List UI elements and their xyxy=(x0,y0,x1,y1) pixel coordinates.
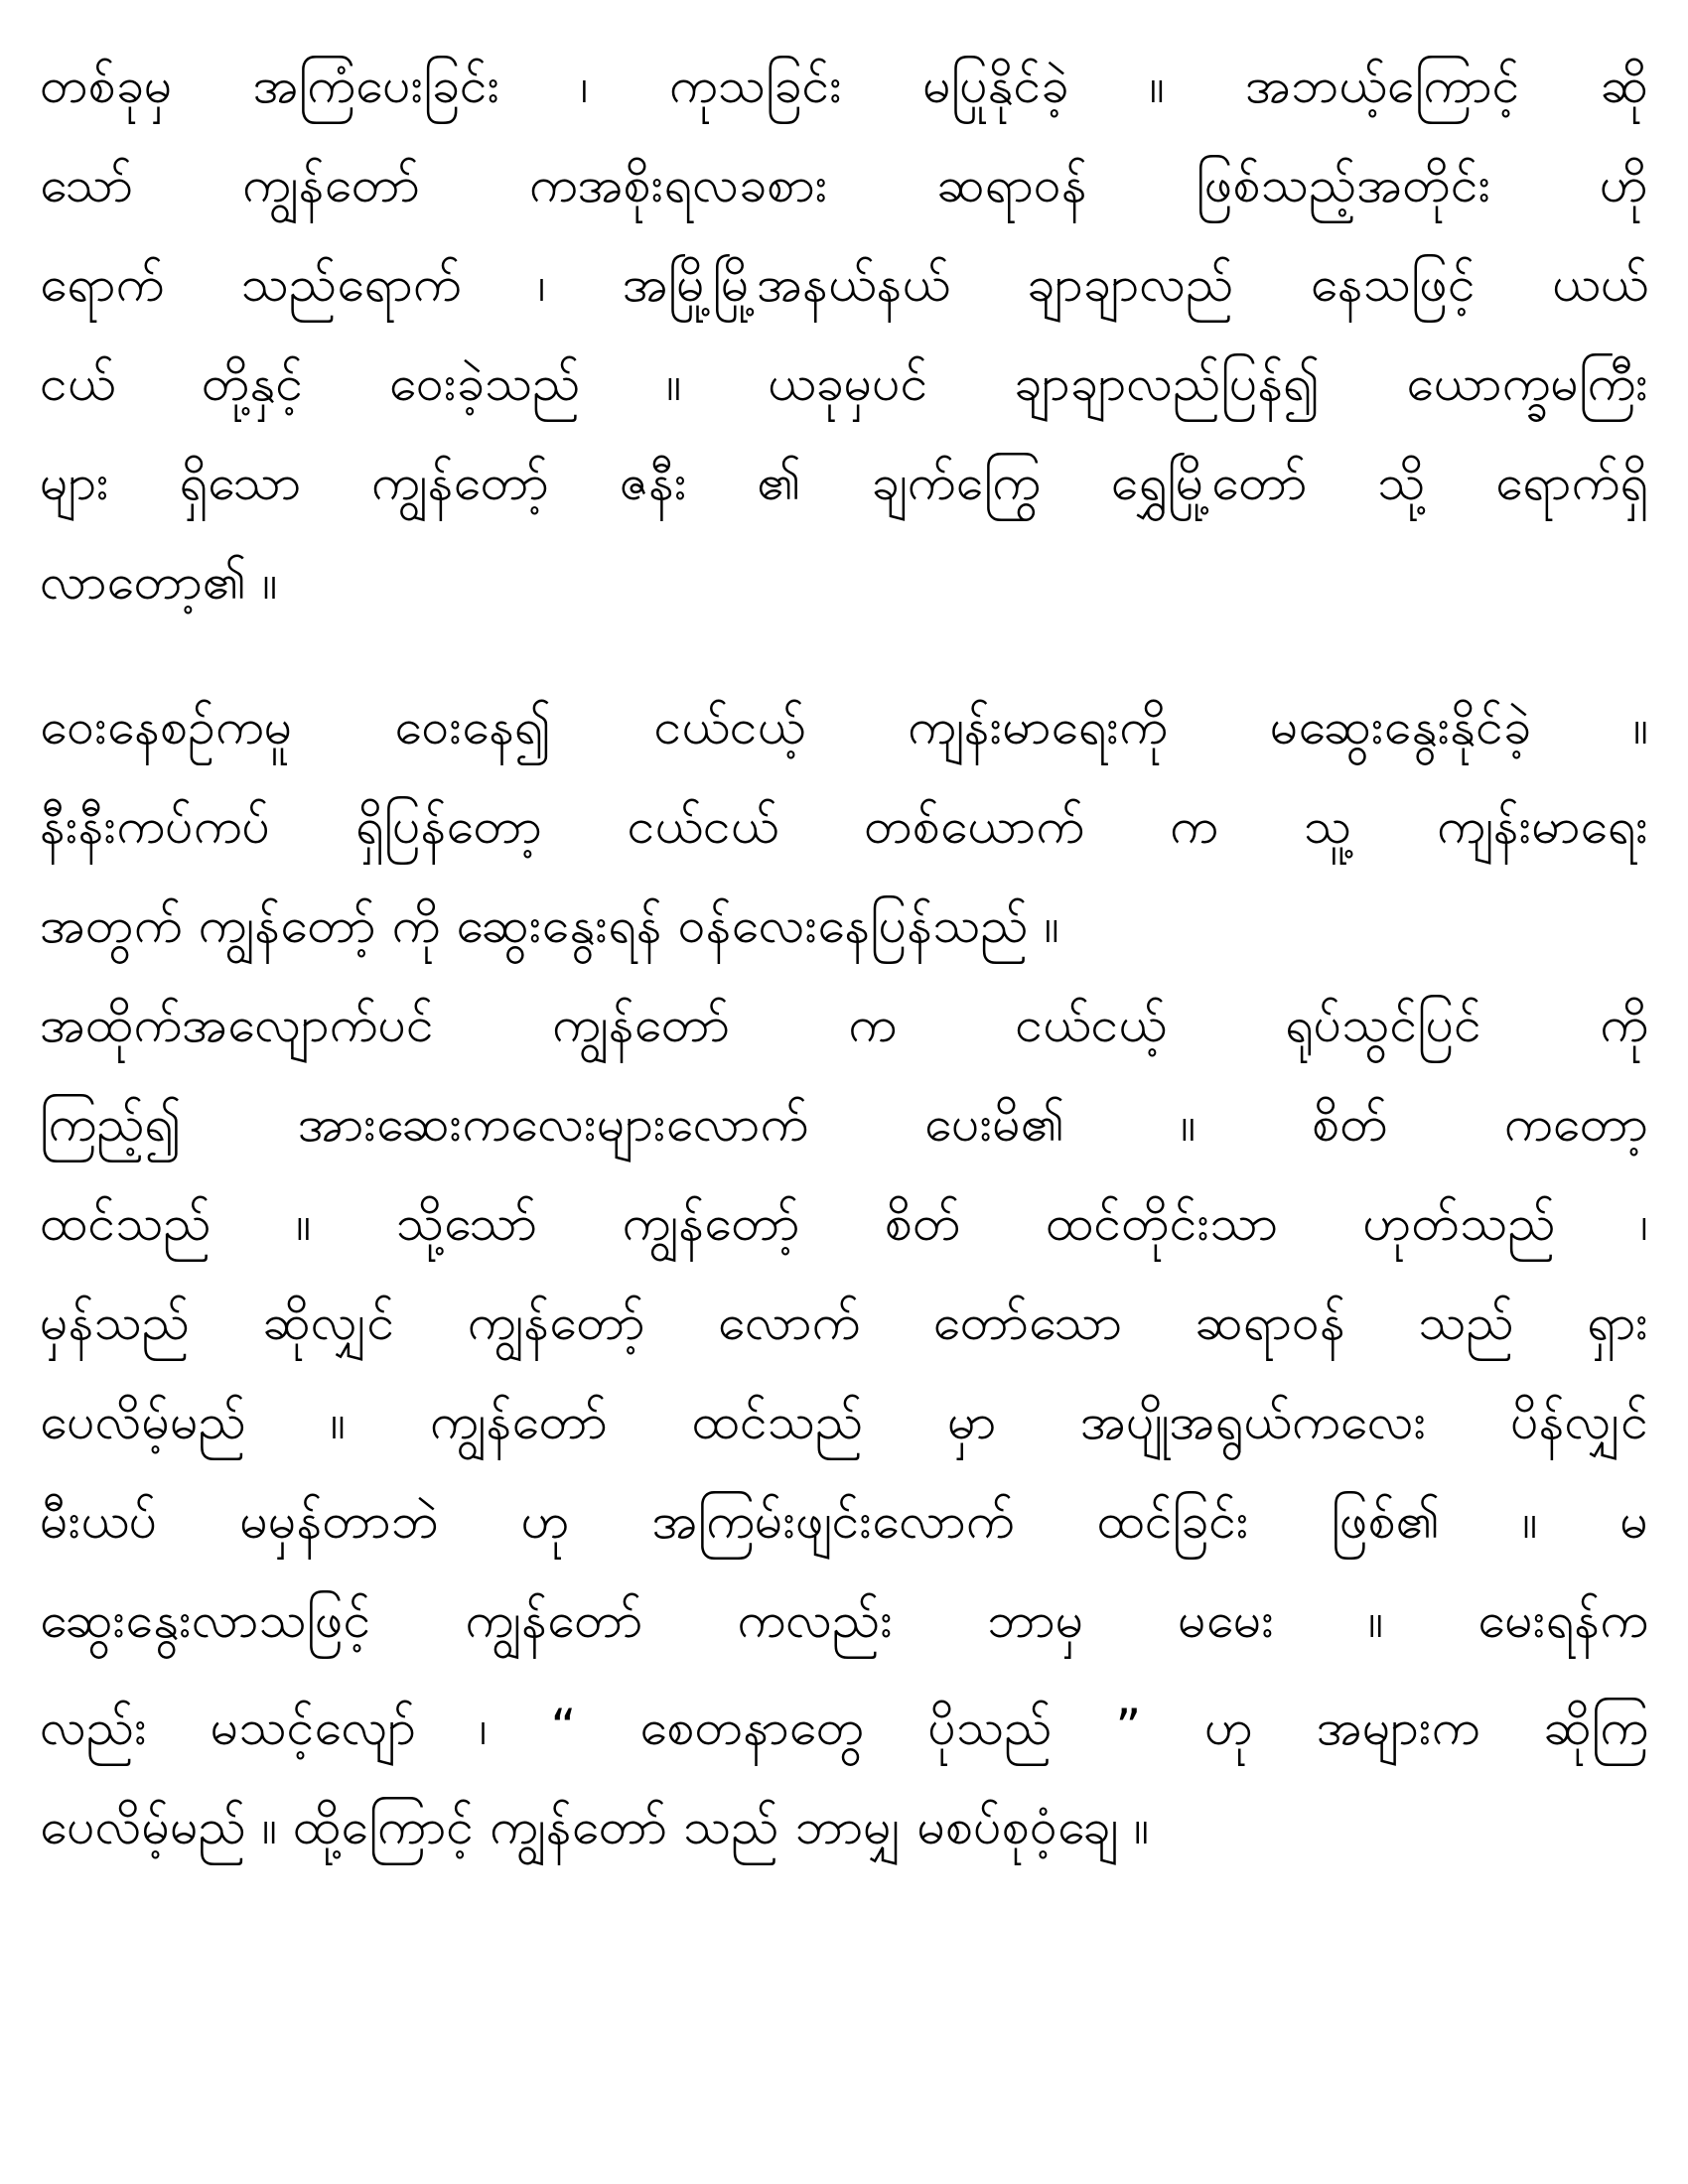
paragraph-1-line-6: လာတော့၏ ။ xyxy=(40,553,278,611)
paragraph-2-line-12: ပေလိမ့်မည် ။ ထို့ကြောင့် ကျွန်တော် သည် ဘာမျှ မစပ်စုဝံ့ချေ ။ xyxy=(40,1798,1150,1855)
paragraph-1-line-1: တစ်ခုမှ အကြံပေးခြင်း ၊ ကုသခြင်း မပြုနိုင်ခဲ့ ။ အဘယ့်ကြောင့် ဆို xyxy=(40,57,1648,114)
paragraph-2-line-6: ထင်သည် ။ သို့သော် ကျွန်တော့် စိတ် ထင်တိုင်းသာ ဟုတ်သည် ၊ xyxy=(40,1194,1648,1252)
paragraph-1-line-2: သော် ကျွန်တော် ကအစိုးရလခစား ဆရာဝန် ဖြစ်သည့်အတိုင်း ဟို xyxy=(40,156,1648,213)
paragraph-2-line-2: နီးနီးကပ်ကပ် ရှိပြန်တော့ ငယ်ငယ် တစ်ယောက် က သူ့ ကျန်းမာရေး xyxy=(40,797,1648,855)
paragraph-2-line-1: ဝေးနေစဉ်ကမူ ဝေးနေ၍ ငယ်ငယ့် ကျန်းမာရေးကို မဆွေးနွေးနိုင်ခဲ့ ။ xyxy=(40,698,1648,755)
paragraph-2-line-11: လည်း မသင့်လျော် ၊ “ စေတနာတွေ ပိုသည် ” ဟု အများက ဆိုကြ xyxy=(40,1699,1648,1756)
paragraph-2-line-9: မီးယပ် မမှန်တာဘဲ ဟု အကြမ်းဖျင်းလောက် ထင်ခြင်း ဖြစ်၏ ။ မ xyxy=(40,1492,1648,1550)
paragraph-2-line-4: အထိုက်အလျောက်ပင် ကျွန်တော် က ငယ်ငယ့် ရုပ်သွင်ပြင် ကို xyxy=(40,996,1648,1053)
paragraph-1-line-5: များ ရှိသော ကျွန်တော့် ဇနီး ၏ ချက်ကြွေ ရွှေမြို့တော် သို့ ရောက်ရှိ xyxy=(40,454,1648,511)
paragraph-2-line-5: ကြည့်၍ အားဆေးကလေးများလောက် ပေးမိ၏ ။ စိတ် ကတော့ xyxy=(40,1095,1648,1153)
paragraph-2-line-3: အတွက် ကျွန်တော့် ကို ဆွေးနွေးရန် ဝန်လေးနေပြန်သည် ။ xyxy=(40,896,1059,954)
paragraph-1-line-4: ငယ် တို့နှင့် ဝေးခဲ့သည် ။ ယခုမှပင် ချာချာလည်ပြန်၍ ယောက္ခမကြီး xyxy=(40,354,1648,412)
paragraph-1-line-3: ရောက် သည်ရောက် ၊ အမြို့မြို့အနယ်နယ် ချာချာလည် နေသဖြင့် ယယ် xyxy=(40,255,1648,313)
paragraph-2-line-8: ပေလိမ့်မည် ။ ကျွန်တော် ထင်သည် မှာ အပျိုအရွယ်ကလေး ပိန်လျှင် xyxy=(40,1393,1648,1450)
paragraph-2-line-7: မှန်သည် ဆိုလျှင် ကျွန်တော့် လောက် တော်သော ဆရာဝန် သည် ရှား xyxy=(40,1294,1648,1351)
paragraph-2-line-10: ဆွေးနွေးလာသဖြင့် ကျွန်တော် ကလည်း ဘာမှ မမေး ။ မေးရန်က xyxy=(40,1591,1648,1649)
